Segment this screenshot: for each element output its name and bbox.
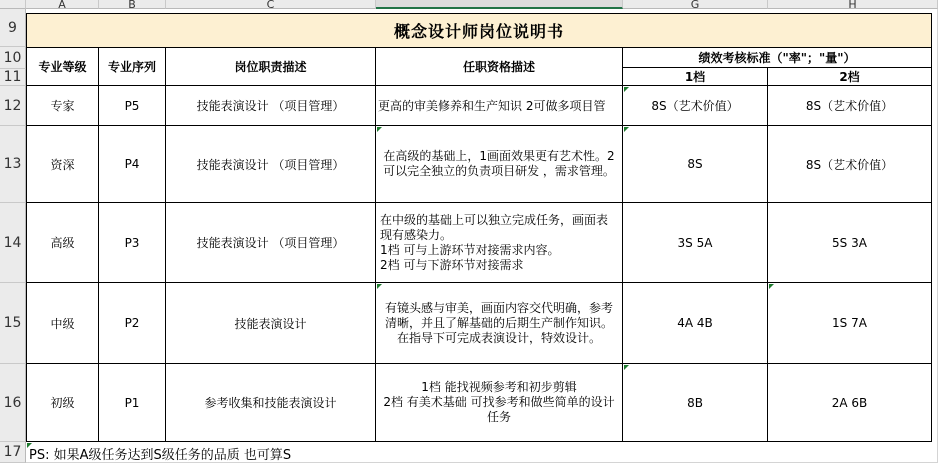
- header-sequence[interactable]: 专业序列: [99, 48, 166, 86]
- cell-sequence[interactable]: P3: [99, 203, 166, 283]
- row-header-13[interactable]: 13: [0, 126, 26, 203]
- column-header-c[interactable]: C: [166, 0, 376, 9]
- column-header-h[interactable]: H: [768, 0, 938, 9]
- header-level[interactable]: 专业等级: [26, 48, 99, 86]
- cell-qualification[interactable]: [376, 364, 623, 442]
- column-header-b[interactable]: B: [99, 0, 166, 9]
- cell-sequence[interactable]: P2: [99, 283, 166, 364]
- header-qualification[interactable]: 任职资格描述: [376, 48, 623, 86]
- header-duty[interactable]: 岗位职责描述: [166, 48, 376, 86]
- row-header-17[interactable]: 17: [0, 442, 26, 463]
- cell-duty[interactable]: 参考收集和技能表演设计: [166, 364, 376, 442]
- cell-tier-2[interactable]: 8S（艺术价值）: [768, 126, 932, 203]
- comment-marker-icon[interactable]: [624, 365, 629, 370]
- header-performance[interactable]: 绩效考核标准（"率"；"量"）: [623, 48, 932, 68]
- cell-tier-2[interactable]: 2A 6B: [768, 364, 932, 442]
- cell-tier-1[interactable]: 3S 5A: [623, 203, 768, 283]
- row-header-12[interactable]: 12: [0, 86, 26, 126]
- column-header-a[interactable]: A: [26, 0, 99, 9]
- cell-qualification[interactable]: [376, 203, 623, 283]
- column-header-d[interactable]: [376, 0, 623, 9]
- qualification-line: 在中级的基础上可以独立完成任务，画面表现有感染力。: [380, 212, 609, 242]
- cell-qualification[interactable]: 有镜头感与审美，画面内容交代明确，参考清晰，并且了解基础的后期生产制作知识。在指导下可完成表演设计，特效设计。: [376, 283, 623, 364]
- cell-sequence[interactable]: P5: [99, 86, 166, 126]
- cell-tier-2[interactable]: 5S 3A: [768, 203, 932, 283]
- cell-qualification[interactable]: 在高级的基础上，1画面效果更有艺术性。2可以完全独立的负责项目研发 ，需求管理。: [376, 126, 623, 203]
- select-all-corner[interactable]: [0, 0, 26, 9]
- cell-level[interactable]: 中级: [26, 283, 99, 364]
- cell-level[interactable]: 初级: [26, 364, 99, 442]
- ps-note[interactable]: PS: 如果A级任务达到S级任务的品质 也可算S: [29, 448, 292, 463]
- header-tier-2[interactable]: 2档: [768, 68, 932, 86]
- qualification-line: 1档 可与上游环节对接需求内容。: [380, 242, 560, 257]
- column-header-g[interactable]: G: [623, 0, 768, 9]
- cell-qualification[interactable]: 更高的审美修养和生产知识 2可做多项目管: [376, 86, 623, 126]
- cell-sequence[interactable]: P1: [99, 364, 166, 442]
- qualification-line: 1档 能找视频参考和初步剪辑: [421, 380, 577, 394]
- cell-level[interactable]: 资深: [26, 126, 99, 203]
- row-header-11[interactable]: 11: [0, 69, 26, 86]
- cell-tier-2[interactable]: 8S（艺术价值）: [768, 86, 932, 126]
- cell-duty[interactable]: 技能表演设计 （项目管理）: [166, 86, 376, 126]
- qualification-line: 2档 有美术基础 可找参考和做些简单的设计任务: [383, 395, 615, 424]
- cell-tier-1[interactable]: 8S: [623, 126, 768, 203]
- sheet-title[interactable]: 概念设计师岗位说明书: [26, 13, 932, 48]
- comment-marker-icon[interactable]: [624, 127, 629, 132]
- row-header-15[interactable]: 15: [0, 283, 26, 364]
- cell-level[interactable]: 高级: [26, 203, 99, 283]
- header-tier-1[interactable]: 1档: [623, 68, 768, 86]
- comment-marker-icon[interactable]: [377, 127, 382, 132]
- cell-duty[interactable]: 技能表演设计: [166, 283, 376, 364]
- cell-sequence[interactable]: P4: [99, 126, 166, 203]
- comment-marker-icon[interactable]: [377, 284, 382, 289]
- cell-tier-2[interactable]: 1S 7A: [768, 283, 932, 364]
- cell-duty[interactable]: 技能表演设计 （项目管理）: [166, 203, 376, 283]
- cell-duty[interactable]: 技能表演设计 （项目管理）: [166, 126, 376, 203]
- cell-tier-1[interactable]: 4A 4B: [623, 283, 768, 364]
- comment-marker-icon[interactable]: [624, 87, 629, 92]
- row-header-16[interactable]: 16: [0, 364, 26, 442]
- comment-marker-icon[interactable]: [769, 284, 774, 289]
- row-header-14[interactable]: 14: [0, 203, 26, 283]
- row-header-10[interactable]: 10: [0, 47, 26, 69]
- cell-tier-1[interactable]: 8B: [623, 364, 768, 442]
- cell-tier-1[interactable]: 8S（艺术价值）: [623, 86, 768, 126]
- row-header-9[interactable]: 9: [0, 9, 26, 47]
- qualification-line: 2档 可与下游环节对接需求: [380, 257, 524, 272]
- cell-level[interactable]: 专家: [26, 86, 99, 126]
